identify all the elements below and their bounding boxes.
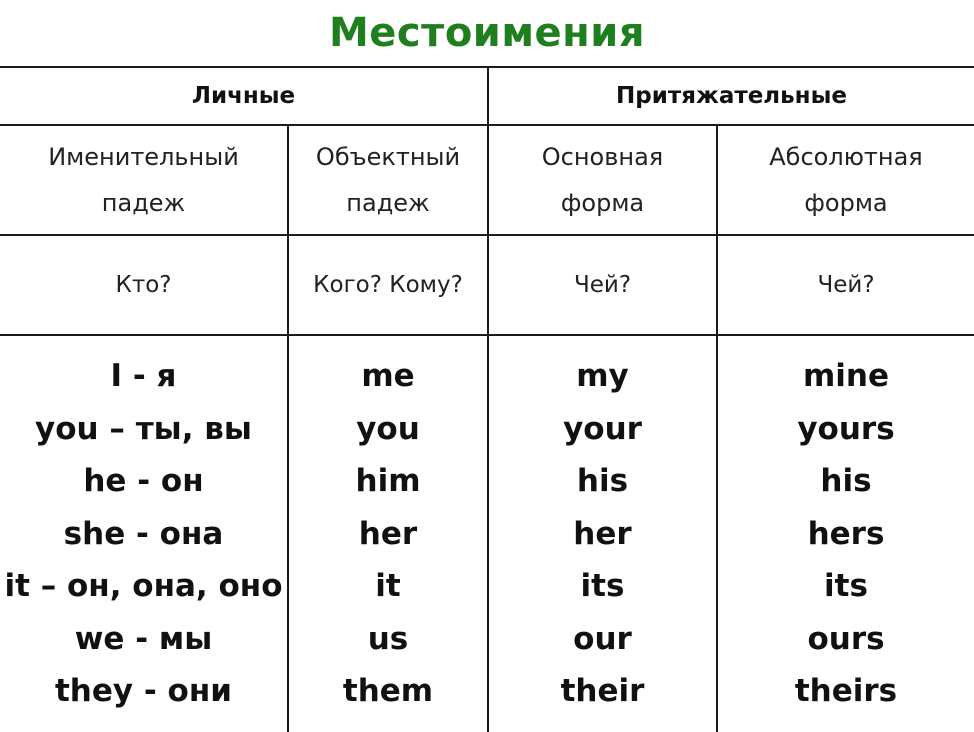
word-item: my — [576, 358, 629, 395]
case-line-2: форма — [560, 189, 645, 217]
word-item: they - они — [54, 673, 232, 710]
case-header-row — [0, 125, 974, 235]
words-cell-basic-form — [488, 335, 717, 732]
word-item: you — [356, 410, 420, 447]
word-item: its — [580, 568, 625, 605]
word-item: she - она — [63, 515, 224, 552]
words-cell-nominative — [0, 335, 288, 732]
word-item: yours — [797, 410, 895, 447]
question-absolute-form: Чей? — [817, 272, 875, 298]
words-cell-objective — [288, 335, 488, 732]
group-personal-label: Личные — [191, 83, 296, 109]
case-line-1: Объектный — [315, 143, 461, 171]
word-item: ours — [807, 620, 885, 657]
title-cell — [0, 0, 974, 67]
case-line-2: падеж — [101, 189, 186, 217]
case-line-2: падеж — [346, 189, 430, 217]
word-item: you – ты, вы — [35, 410, 252, 447]
word-item: I - я — [110, 358, 177, 395]
word-item: hers — [807, 515, 885, 552]
question-basic-form: Чей? — [573, 272, 632, 298]
word-item: mine — [802, 358, 890, 395]
word-item: their — [560, 673, 645, 710]
case-line-1: Абсолютная — [769, 143, 923, 171]
title-row — [0, 0, 974, 67]
word-item: our — [573, 620, 632, 657]
case-line-2: форма — [804, 189, 888, 217]
question-cell — [717, 235, 974, 335]
case-line-1: Основная — [541, 143, 664, 171]
case-header-absolute-form — [717, 125, 974, 235]
word-item: your — [563, 410, 642, 447]
word-item: them — [342, 673, 434, 710]
word-item: we - мы — [74, 620, 213, 657]
group-possessive-cell — [488, 67, 974, 125]
question-cell — [0, 235, 288, 335]
word-item: his — [576, 463, 629, 500]
word-item: theirs — [794, 673, 898, 710]
basic-form-word-list — [489, 350, 716, 718]
word-item: him — [355, 463, 421, 500]
case-header-basic-form — [488, 125, 717, 235]
nominative-word-list — [0, 350, 287, 718]
absolute-form-word-list — [718, 350, 974, 718]
group-possessive-label: Притяжательные — [616, 83, 847, 109]
question-nominative: Кто? — [115, 272, 172, 298]
word-item: its — [824, 568, 868, 605]
objective-word-list — [289, 350, 487, 718]
question-row — [0, 235, 974, 335]
word-item: me — [361, 358, 415, 395]
word-item: it — [375, 568, 401, 605]
question-cell — [488, 235, 717, 335]
case-header-nominative — [0, 125, 288, 235]
word-item: her — [358, 515, 418, 552]
question-cell — [288, 235, 488, 335]
case-line-1: Именительный — [48, 143, 239, 171]
word-item: us — [367, 620, 409, 657]
word-item: his — [820, 463, 872, 500]
question-objective: Кого? Кому? — [313, 272, 463, 298]
pronoun-words-row — [0, 335, 974, 732]
case-header-objective — [288, 125, 488, 235]
word-item: he - он — [83, 463, 204, 500]
table-title: Местоимения — [329, 10, 646, 56]
word-item: it – он, она, оно — [4, 568, 283, 605]
group-header-row — [0, 67, 974, 125]
group-personal-cell — [0, 67, 488, 125]
words-cell-absolute-form — [717, 335, 974, 732]
word-item: her — [573, 515, 632, 552]
